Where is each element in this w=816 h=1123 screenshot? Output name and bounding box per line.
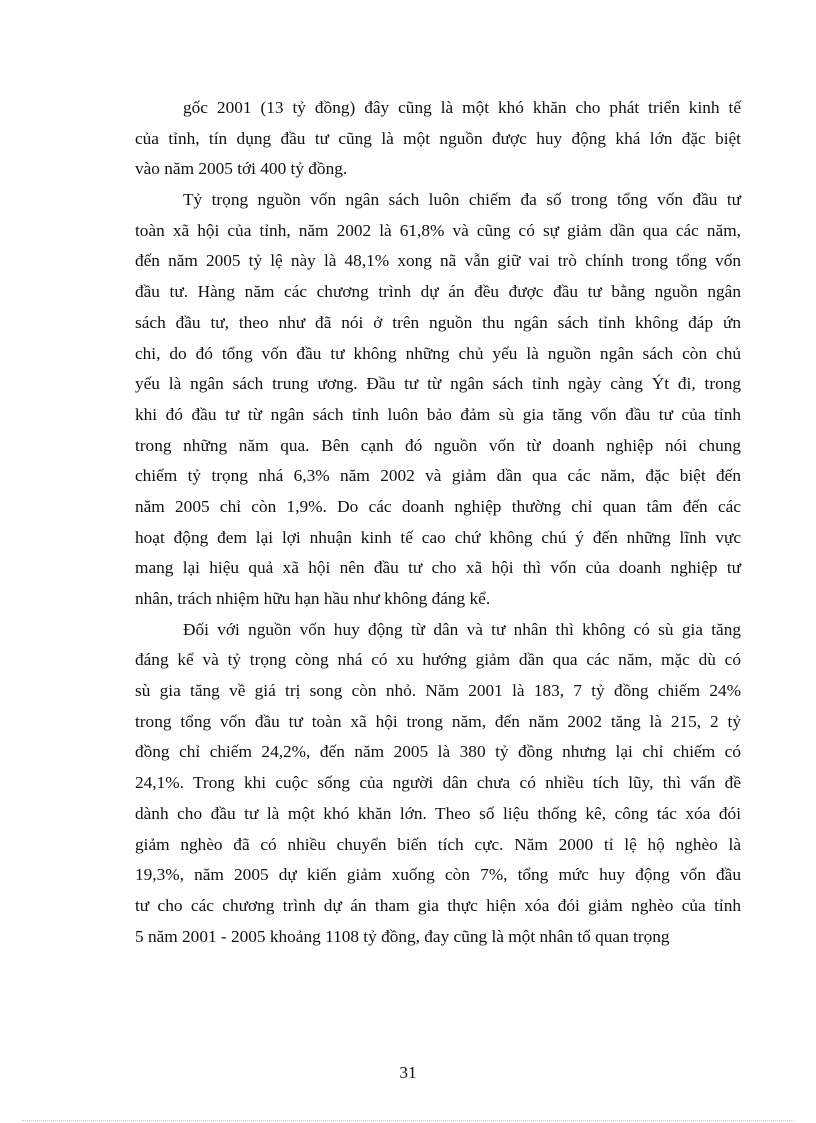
text-line: hoạt động đem lại lợi nhuận kinh tế cao chứ không chú ý đến những lĩnh vực [135, 527, 741, 547]
text-line: đồng chỉ chiếm 24,2%, đến năm 2005 là 380 tỷ đồng nhưng lại chỉ chiếm có [135, 742, 741, 762]
text-line: đáng kể và tỷ trọng còng nhá có xu hướng giảm dần qua các năm, mặc dù có [135, 650, 741, 670]
text-line: khi đó đầu tư từ ngân sách tỉnh luôn bảo đảm sù gia tăng vốn đầu tư của tỉnh [135, 404, 741, 424]
paragraph-3 [135, 615, 741, 953]
text-line: năm 2005 chỉ còn 1,9%. Do các doanh nghiệp thường chỉ quan tâm đến các [135, 496, 741, 516]
text-line: Đối với nguồn vốn huy động từ dân và tư nhân thì không có sù gia tăng [183, 619, 741, 639]
paragraph-1 [135, 93, 741, 185]
text-line: yếu là ngân sách trung ương. Đầu tư từ ngân sách tỉnh ngày càng Ýt đi, trong [135, 374, 741, 394]
text-line: của tỉnh, tín dụng đầu tư cũng là một nguồn được huy động khá lớn đặc biệt [135, 128, 741, 148]
text-line: mang lại hiệu quả xã hội nên đầu tư cho xã hội thì vốn của doanh nghiệp tư [135, 558, 741, 578]
text-line: chiếm tỷ trọng nhá 6,3% năm 2002 và giảm dần qua các năm, đặc biệt đến [135, 466, 741, 486]
text-line: toàn xã hội của tỉnh, năm 2002 là 61,8% và cũng có sự giảm dần qua các năm, [135, 220, 741, 240]
text-line: 24,1%. Trong khi cuộc sống của người dân chưa có nhiều tích lũy, thì vấn đề [135, 773, 741, 793]
text-line: gốc 2001 (13 tỷ đồng) đây cũng là một khó khăn cho phát triển kinh tế [183, 98, 741, 117]
text-line: tư cho các chương trình dự án tham gia thực hiện xóa đói giảm nghèo của tỉnh [135, 895, 741, 915]
page-number: 31 [399, 1063, 417, 1082]
page-bottom-divider [22, 1120, 794, 1121]
text-line: trong những năm qua. Bên cạnh đó nguồn vốn từ doanh nghiệp nói chung [135, 435, 741, 455]
text-line: dành cho đầu tư là một khó khăn lớn. Theo số liệu thống kê, công tác xóa đói [135, 803, 741, 823]
text-line: sách đầu tư, theo như đã nói ở trên nguồn thu ngân sách tỉnh không đáp ứn [135, 312, 741, 332]
text-line: 19,3%, năm 2005 dự kiến giảm xuống còn 7%, tổng mức huy động vốn đầu [135, 865, 741, 885]
text-line: nhân, trách nhiệm hữu hạn hầu như không đáng kể. [135, 589, 491, 608]
text-line: chi, do đó tổng vốn đầu tư không những chủ yếu là nguồn ngân sách còn chủ [135, 343, 741, 363]
text-line: đến năm 2005 tỷ lệ này là 48,1% xong nã vẫn giữ vai trò chính trong tổng vốn [135, 251, 741, 271]
text-line: 5 năm 2001 - 2005 khoảng 1108 tỷ đồng, đay cũng là một nhân tố quan trọng [135, 926, 670, 946]
text-line: sù gia tăng về giá trị song còn nhỏ. Năm 2001 là 183, 7 tỷ đồng chiếm 24% [135, 681, 741, 701]
paragraph-2 [135, 185, 741, 615]
text-line: đầu tư. Hàng năm các chương trình dự án đều được đầu tư bằng nguồn ngân [135, 282, 741, 302]
text-line: Tỷ trọng nguồn vốn ngân sách luôn chiếm đa số trong tổng vốn đầu tư [183, 190, 741, 210]
text-line: giảm nghèo đã có nhiều chuyển biến tích cực. Năm 2000 tỉ lệ hộ nghèo là [135, 834, 741, 854]
text-line: vào năm 2005 tới 400 tỷ đồng. [135, 159, 348, 179]
text-line: trong tổng vốn đầu tư toàn xã hội trong năm, đến năm 2002 tăng là 215, 2 tỷ [135, 711, 741, 731]
body-text [135, 93, 741, 952]
